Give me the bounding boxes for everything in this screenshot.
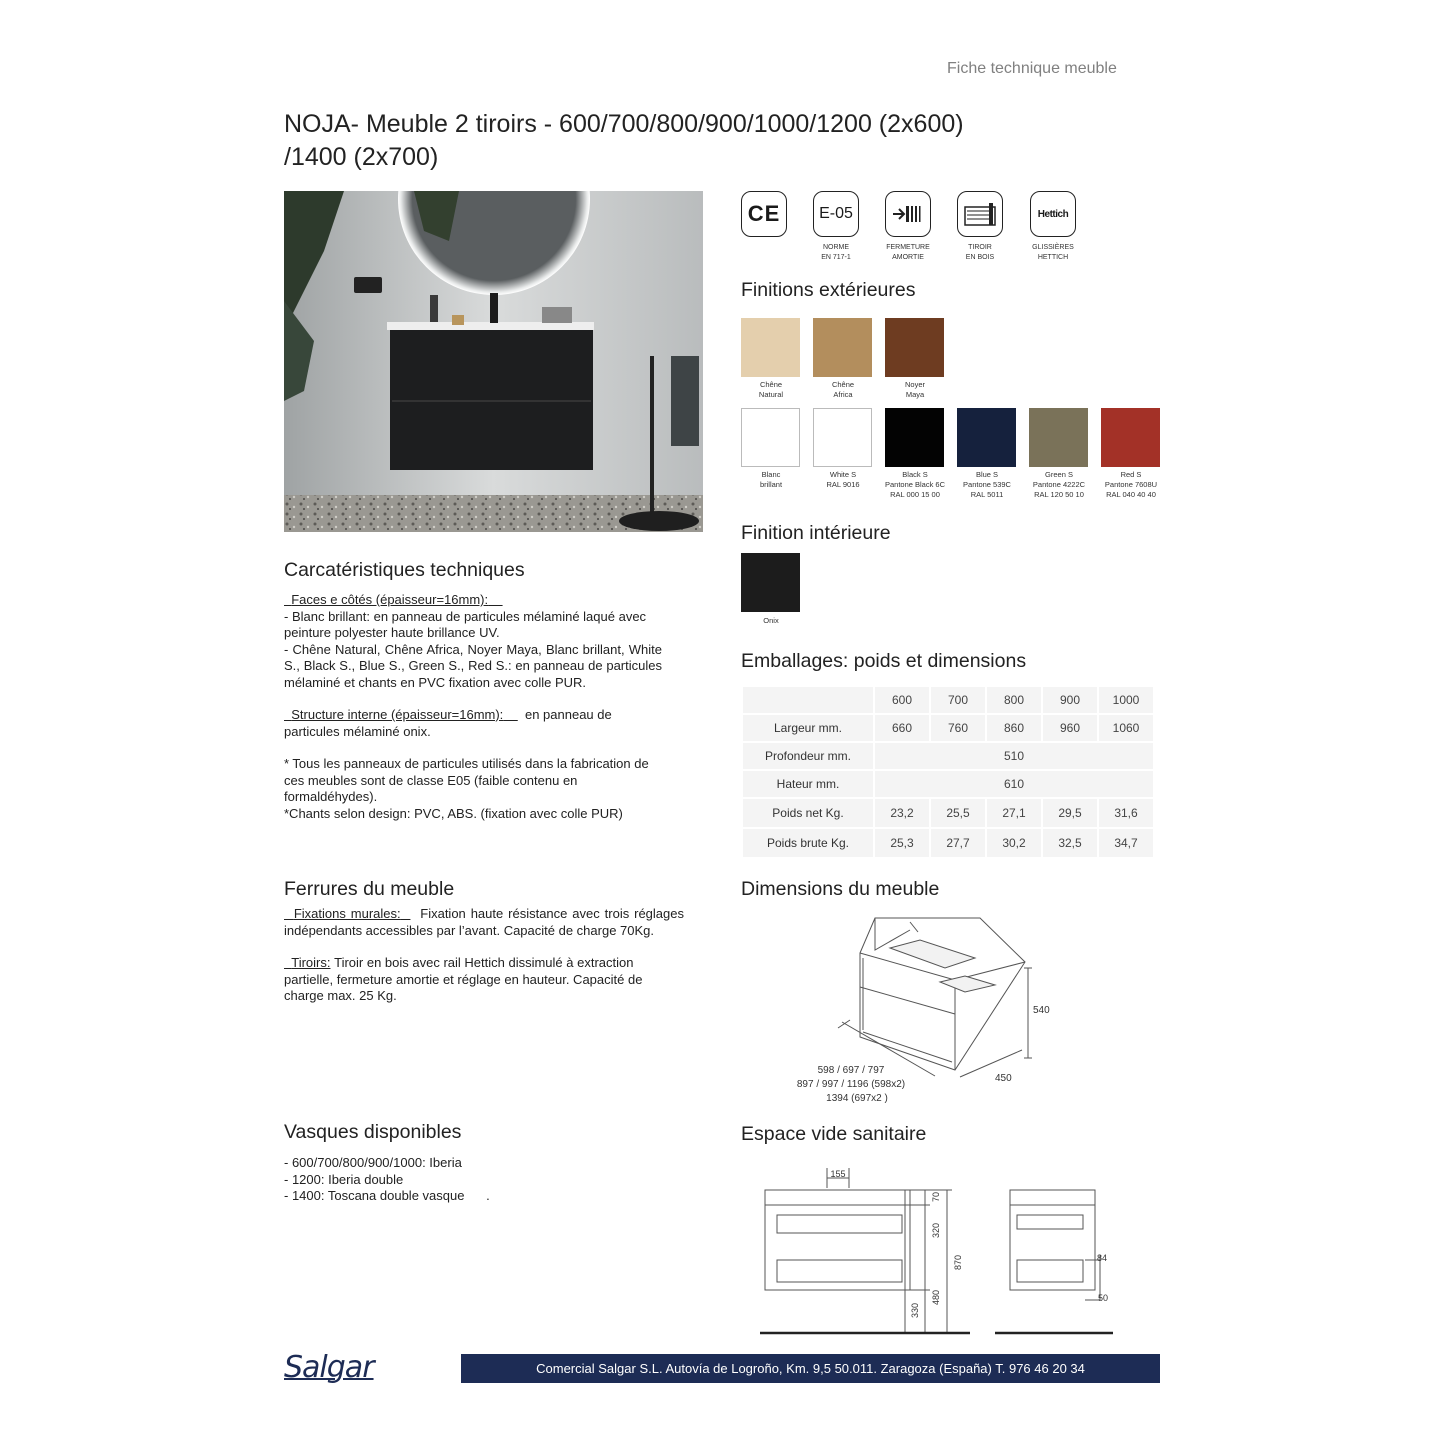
- column-header: 1000: [1099, 687, 1153, 713]
- fixations-subtitle: Fixations murales:: [293, 906, 401, 921]
- cert-caption-line: GLISSIÈRES: [1032, 244, 1074, 251]
- plumbing-space-drawing: [755, 1160, 1125, 1340]
- table-row: [743, 743, 1153, 769]
- list-item: [284, 1188, 544, 1205]
- dim-width-line-2: 897 / 997 / 1196 (598x2): [796, 1079, 906, 1090]
- list-item: - 1200: Iberia double: [284, 1171, 404, 1187]
- table-cell: 25,3: [875, 829, 929, 857]
- column-header: 700: [931, 687, 985, 713]
- finish-caption-line: Blue S: [975, 470, 999, 479]
- table-cell: 860: [987, 715, 1041, 741]
- finish-caption-line: brillant: [759, 480, 783, 489]
- soft-close-icon: [885, 191, 931, 237]
- packaging-table: [741, 685, 1155, 859]
- salgar-logo-text: Salgar: [284, 1350, 374, 1385]
- dim-width-line-1: 598 / 697 / 797: [817, 1065, 885, 1076]
- page-title: [284, 108, 1044, 174]
- tiroirs-paragraph: [284, 955, 676, 1005]
- e05-label: E-05: [819, 205, 853, 222]
- table-cell: 960: [1043, 715, 1097, 741]
- dim-155-label: 155: [830, 1169, 846, 1179]
- ce-mark-icon: [741, 191, 787, 237]
- title-line-1: NOJA- Meuble 2 tiroirs - 600/700/800/900/1000/1200 (2x600): [284, 110, 964, 138]
- wood-drawer-icon: [957, 191, 1003, 237]
- cert-caption-line: EN BOIS: [965, 254, 995, 261]
- caracteristiques-body: [284, 592, 662, 822]
- cert-caption-fermeture: [873, 243, 943, 263]
- finish-caption-line: RAL 5011: [970, 490, 1004, 499]
- table-corner-cell: [743, 687, 873, 713]
- faces-subtitle-text: Faces e côtés (épaisseur=16mm):: [291, 592, 489, 607]
- table-cell: 1060: [1099, 715, 1153, 741]
- note-chants: *Chants selon design: PVC, ABS. (fixation avec colle PUR): [284, 805, 623, 821]
- structure-subtitle: Structure interne (épaisseur=16mm):: [291, 707, 504, 722]
- vasques-list: [284, 1155, 544, 1205]
- tiroirs-subtitle: Tiroirs:: [291, 955, 331, 970]
- finish-caption-line: Maya: [905, 390, 925, 399]
- finish-caption-r2-1: [808, 470, 878, 490]
- cert-caption-norme: [801, 243, 871, 263]
- cert-caption-line: AMORTIE: [892, 254, 924, 261]
- column-header: 600: [875, 687, 929, 713]
- table-header-row: [743, 687, 1153, 713]
- table-cell: 34,7: [1099, 829, 1153, 857]
- list-item-text: - 1400: Toscana double vasque: [284, 1188, 465, 1203]
- footer-address-bar: Comercial Salgar S.L. Autovía de Logroño, Km. 9,5 50.011. Zaragoza (España) T. 976 46 20 34: [461, 1354, 1160, 1383]
- finish-caption-line: Red S: [1120, 470, 1142, 479]
- table-cell: 760: [931, 715, 985, 741]
- finish-caption-line: Pantone 7608U: [1104, 480, 1158, 489]
- dim-width-line-3: 1394 (697x2 ): [826, 1093, 888, 1104]
- finish-caption-line: RAL 9016: [826, 480, 860, 489]
- cert-caption-line: FERMETURE: [886, 244, 930, 251]
- document-type-label: Fiche technique meuble: [947, 60, 1117, 77]
- finish-swatch-r2-4: [1029, 408, 1088, 467]
- finish-caption-r2-5: [1096, 470, 1166, 500]
- finition-int-heading: Finition intérieure: [741, 522, 891, 544]
- fixations-text: Fixation haute résistance avec trois réglages indépendants accessibles par l’avant. Capacité de charge 70Kg.: [284, 906, 684, 938]
- table-cell-merged: 510: [875, 743, 1153, 769]
- finish-swatch-r2-5: [1101, 408, 1160, 467]
- table-cell: 27,1: [987, 799, 1041, 827]
- spacer: [284, 740, 662, 756]
- finish-caption-line: Natural: [758, 390, 784, 399]
- finish-caption-line: Africa: [833, 390, 853, 399]
- finish-swatch-r1-1: [813, 318, 872, 377]
- dim-870-label: 870: [953, 1254, 963, 1270]
- finish-caption-line: RAL 000 15 00: [890, 490, 940, 499]
- table-row: [743, 771, 1153, 797]
- ferrures-body: [284, 906, 684, 1005]
- row-label: Profondeur mm.: [743, 743, 873, 769]
- finish-caption-line: Pantone 4222C: [1032, 480, 1086, 489]
- dim-50-label: 50: [1098, 1293, 1109, 1303]
- finish-caption-onix: Onix: [763, 616, 779, 625]
- title-line-2: /1400 (2x700): [284, 143, 439, 171]
- finish-swatch-onix: [741, 553, 800, 612]
- finish-caption-line: Green S: [1045, 470, 1073, 479]
- dim-330-label: 330: [910, 1302, 920, 1318]
- table-cell: 660: [875, 715, 929, 741]
- finish-caption-r1-1: [808, 380, 878, 400]
- table-cell: 23,2: [875, 799, 929, 827]
- finish-caption-line: Pantone 539C: [963, 480, 1011, 489]
- list-item: - 600/700/800/900/1000: Iberia: [284, 1155, 462, 1170]
- ce-mark-label: CE: [747, 201, 781, 226]
- table-cell: 25,5: [931, 799, 985, 827]
- finish-caption-line: Chêne: [831, 380, 855, 389]
- table-cell: 30,2: [987, 829, 1041, 857]
- finish-swatch-r2-1: [813, 408, 872, 467]
- hettich-label: Hettich: [1037, 208, 1069, 220]
- cert-caption-tiroir: [945, 243, 1015, 263]
- e05-norm-icon: [813, 191, 859, 237]
- finish-swatch-r2-2: [885, 408, 944, 467]
- espace-heading: Espace vide sanitaire: [741, 1123, 927, 1145]
- column-header: 900: [1043, 687, 1097, 713]
- cert-caption-line: NORME: [822, 244, 850, 251]
- cert-caption-line: EN 717-1: [821, 254, 851, 261]
- dim-84-label: 84: [1097, 1253, 1108, 1263]
- salgar-logo: [284, 1350, 374, 1385]
- finish-caption-line: White S: [829, 470, 857, 479]
- caracteristiques-heading: Carcatéristiques techniques: [284, 559, 525, 581]
- certification-icons: [741, 191, 1161, 266]
- finish-caption-r2-4: [1024, 470, 1094, 500]
- product-photo: [284, 191, 703, 532]
- cert-caption-line: HETTICH: [1037, 254, 1069, 261]
- finish-caption-r2-3: [952, 470, 1022, 500]
- cert-caption-glissieres: [1018, 243, 1088, 263]
- finish-caption-r1-0: [736, 380, 806, 400]
- finish-caption-line: Chêne: [759, 380, 783, 389]
- faces-paragraph-1: - Blanc brillant: en panneau de particules mélaminé laqué avec peinture polyester haute brillance UV.: [284, 608, 647, 640]
- finish-caption-line: RAL 040 40 40: [1106, 490, 1156, 499]
- row-label: Poids brute Kg.: [743, 829, 873, 857]
- dim-480-label: 480: [931, 1289, 941, 1305]
- table-row: [743, 829, 1153, 857]
- fixations-paragraph: [284, 906, 684, 939]
- vasques-heading: Vasques disponibles: [284, 1121, 462, 1143]
- cert-caption-line: TIROIR: [968, 244, 992, 251]
- finitions-ext-heading: Finitions extérieures: [741, 279, 916, 301]
- table-cell-merged: 610: [875, 771, 1153, 797]
- finish-caption-r2-0: [736, 470, 806, 490]
- trailing-mark: .: [486, 1188, 490, 1203]
- finish-caption-line: Pantone Black 6C: [884, 480, 946, 489]
- finish-swatch-r2-0: [741, 408, 800, 467]
- spacer: [284, 939, 684, 955]
- dim-70-label: 70: [931, 1191, 941, 1202]
- structure-paragraph: [284, 707, 662, 740]
- table-row: [743, 799, 1153, 827]
- faces-paragraph-2: - Chêne Natural, Chêne Africa, Noyer Maya, Blanc brillant, White S., Black S., Blue S., Green S., Red S.: en panneau de particules mélaminé et chants en PVC fixation avec colle PUR.: [284, 641, 662, 690]
- finish-swatch-r1-0: [741, 318, 800, 377]
- dim-320-label: 320: [931, 1222, 941, 1238]
- hettich-icon: [1030, 191, 1076, 237]
- dim-height-label: 540: [1033, 1005, 1050, 1016]
- row-label: Largeur mm.: [743, 715, 873, 741]
- plumbing-space-svg: [755, 1160, 1125, 1340]
- table-cell: 29,5: [1043, 799, 1097, 827]
- table-cell: 32,5: [1043, 829, 1097, 857]
- finish-swatch-r1-2: [885, 318, 944, 377]
- cabinet-dimensions-drawing: [760, 910, 1090, 1110]
- emballages-heading: Emballages: poids et dimensions: [741, 650, 1027, 672]
- finish-caption-r1-2: [880, 380, 950, 400]
- tiroirs-text: Tiroir en bois avec rail Hettich dissimulé à extraction partielle, fermeture amortie et réglage en hauteur. Capacité de charge max. 25 Kg.: [284, 955, 643, 1003]
- cabinet-isometric-svg: [760, 910, 1090, 1110]
- row-label: Poids net Kg.: [743, 799, 873, 827]
- structure-text: en panneau de particules mélaminé onix.: [284, 707, 612, 739]
- finish-caption-r2-2: [880, 470, 950, 500]
- ferrures-heading: Ferrures du meuble: [284, 878, 455, 900]
- faces-subtitle: [284, 592, 662, 609]
- dimensions-heading: Dimensions du meuble: [741, 878, 940, 900]
- spacer: [284, 691, 662, 707]
- finish-caption-line: Blanc: [761, 470, 781, 479]
- table-cell: 27,7: [931, 829, 985, 857]
- dim-depth-label: 450: [995, 1073, 1012, 1084]
- finish-caption-line: Black S: [902, 470, 928, 479]
- finish-caption-line: Noyer: [904, 380, 925, 389]
- finish-swatch-r2-3: [957, 408, 1016, 467]
- finish-caption-line: RAL 120 50 10: [1034, 490, 1084, 499]
- table-cell: 31,6: [1099, 799, 1153, 827]
- row-label: Hateur mm.: [743, 771, 873, 797]
- column-header: 800: [987, 687, 1041, 713]
- table-row: [743, 715, 1153, 741]
- note-e05: * Tous les panneaux de particules utilisés dans la fabrication de ces meubles sont de classe E05 (faible contenu en formaldéhydes).: [284, 756, 649, 804]
